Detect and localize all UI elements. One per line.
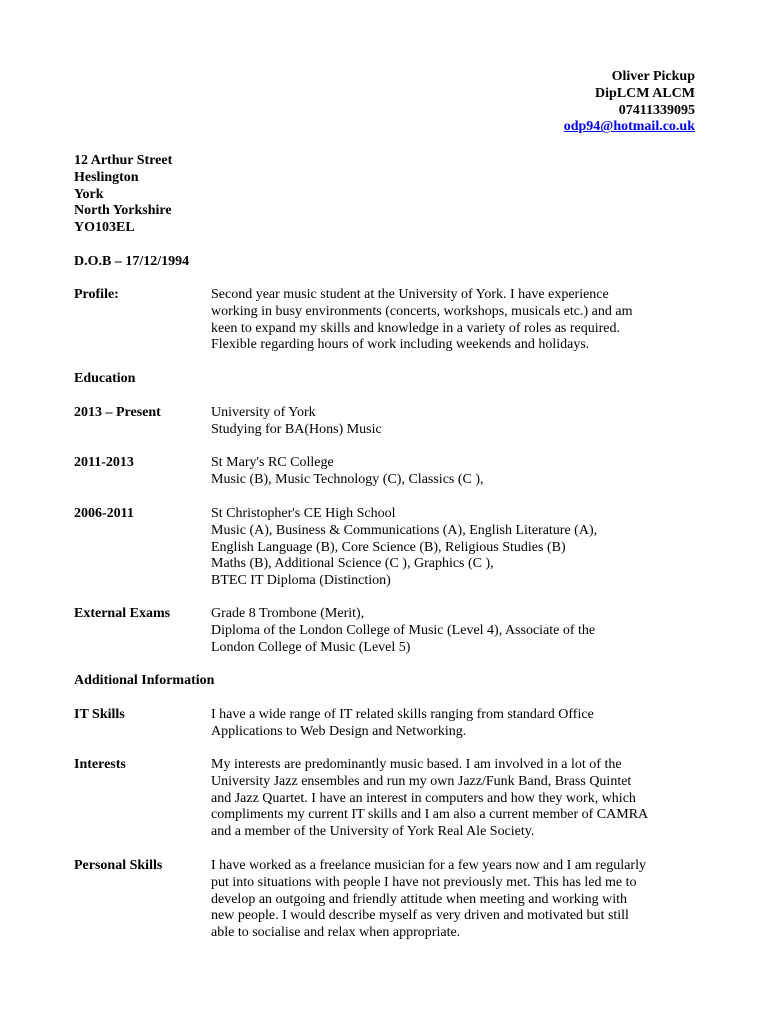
entry-text	[211, 757, 711, 841]
text-line: Music (B), Music Technology (C), Classics (C ),	[211, 471, 484, 487]
text-line: Music (A), Business & Communications (A), English Literature (A),	[211, 522, 598, 538]
entry-label: 2011-2013	[74, 455, 134, 470]
text-line: Applications to Web Design and Networking.	[211, 723, 467, 739]
text-line: and Jazz Quartet. I have an interest in computers and how they work, which	[211, 790, 636, 806]
text-line: develop an outgoing and friendly attitude when meeting and working with	[211, 891, 628, 907]
text-line: University Jazz ensembles and run my own Jazz/Funk Band, Brass Quintet	[211, 773, 632, 789]
text-line: My interests are predominantly music based. I am involved in a lot of the	[211, 757, 622, 772]
text-line: BTEC IT Diploma (Distinction)	[211, 573, 391, 589]
text-line: working in busy environments (concerts, workshops, musicals etc.) and am	[211, 303, 633, 319]
text-line: London College of Music (Level 5)	[211, 639, 411, 655]
entry-label: Personal Skills	[74, 858, 163, 873]
entry-text	[211, 858, 711, 942]
address-postcode: YO103EL	[74, 220, 135, 236]
text-line: keen to expand my skills and knowledge in a variety of roles as required.	[211, 320, 620, 336]
profile-text	[211, 287, 711, 354]
entry-label: External Exams	[74, 606, 171, 621]
additional-heading: Additional Information	[74, 673, 215, 688]
entry-text	[211, 707, 711, 741]
text-line: I have a wide range of IT related skills ranging from standard Office	[211, 707, 594, 722]
text-line: English Language (B), Core Science (B), Religious Studies (B)	[211, 539, 566, 555]
profile-label: Profile:	[74, 287, 119, 302]
date-of-birth: D.O.B – 17/12/1994	[74, 254, 190, 269]
education-heading: Education	[74, 371, 136, 386]
text-line: I have worked as a freelance musician for a few years now and I am regularly	[211, 858, 646, 873]
text-line: compliments my current IT skills and I am also a current member of CAMRA	[211, 807, 649, 823]
address-line: 12 Arthur Street	[74, 153, 173, 168]
email-link[interactable]: odp94@hotmail.co.uk	[563, 119, 695, 135]
text-line: Grade 8 Trombone (Merit),	[211, 606, 365, 621]
text-line: Second year music student at the University of York. I have experience	[211, 287, 609, 302]
text-line: St Mary's RC College	[211, 455, 334, 470]
text-line: new people. I would describe myself as very driven and motivated but still	[211, 908, 629, 924]
entry-text	[211, 455, 711, 489]
address-line: York	[74, 186, 104, 202]
text-line: Studying for BA(Hons) Music	[211, 421, 382, 437]
contact-phone: 07411339095	[618, 102, 695, 118]
address-line: Heslington	[74, 169, 139, 185]
entry-label: Interests	[74, 757, 126, 772]
text-line: Maths (B), Additional Science (C ), Graphics (C ),	[211, 556, 494, 572]
text-line: St Christopher's CE High School	[211, 506, 396, 521]
address-line: North Yorkshire	[74, 203, 172, 219]
text-line: and a member of the University of York Real Ale Society.	[211, 824, 535, 840]
entry-text	[211, 606, 711, 656]
address-block	[74, 153, 172, 237]
entry-text	[211, 506, 711, 590]
text-line: able to socialise and relax when appropriate.	[211, 925, 461, 941]
text-line: Flexible regarding hours of work including weekends and holidays.	[211, 337, 590, 353]
text-line: Diploma of the London College of Music (Level 4), Associate of the	[211, 622, 596, 638]
entry-label: IT Skills	[74, 707, 125, 722]
entry-label: 2013 – Present	[74, 405, 161, 420]
contact-name: Oliver Pickup	[611, 69, 695, 84]
contact-qualifications: DipLCM ALCM	[595, 85, 695, 101]
entry-label: 2006-2011	[74, 506, 134, 521]
text-line: put into situations with people I have not previously met. This has led me to	[211, 874, 637, 890]
entry-text	[211, 405, 711, 439]
text-line: University of York	[211, 405, 316, 420]
contact-block	[564, 69, 695, 136]
